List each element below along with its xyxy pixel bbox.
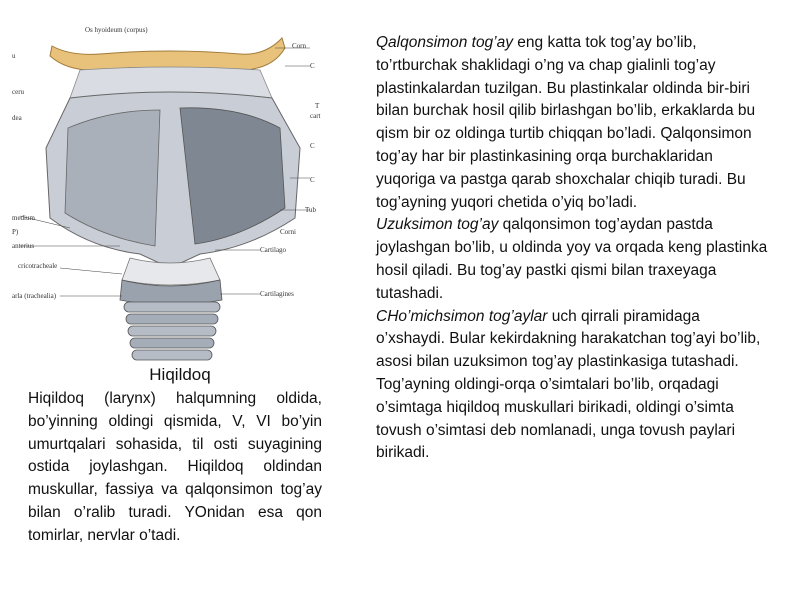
label-os-hyoideum: Os hyoideum (corpus) [85, 26, 148, 34]
label-cartilagines: Cartilagines [260, 290, 294, 298]
term-thyroid-cartilage: Qalqonsimon tog’ay [376, 34, 513, 51]
label-c1: C [310, 62, 315, 70]
label-u: u [12, 52, 16, 60]
trachea [124, 302, 220, 360]
larynx-illustration [10, 18, 330, 363]
label-ceru: ceru [12, 88, 25, 96]
cartilage-description [376, 32, 772, 465]
cricoid-cartilage-text: qalqonsimon tog’aydan pastda joylashgan bo’lib, u oldinda yoy va orqada keng plastinka hosil qiladi. Bu tog’ay pastki qismi bilan traxeyaga tutashadi. [376, 216, 768, 302]
label-arla-trachealia: arla (trachealia) [12, 292, 57, 300]
arytenoid-cartilages-text: uch qirrali piramidaga o’xshaydi. Bular kekirdakning harakatchan tog’ayi bo’lib, asosi bilan uzuksimon tog’ay plastinkasiga tutashadi. Tog’ayning oldingi-orqa o’simtalari bo’lib, orqadagi o’simtaga hiqildoq muskullari birikadi, oldingi o’simta tovush o’simtasi deb nomlanadi, unga tovush paylari birikadi. [376, 307, 761, 462]
label-c2: C [310, 142, 315, 150]
label-cartilago: Cartilago [260, 246, 287, 254]
label-c3: C [310, 176, 315, 184]
hyoid-bone [50, 38, 285, 70]
label-t1: T [315, 102, 320, 110]
label-medium: medium [12, 214, 35, 222]
label-corn: Corn [292, 42, 306, 50]
label-dea: dea [12, 114, 22, 122]
label-cart: cart [310, 112, 321, 120]
label-corni: Corni [280, 228, 296, 236]
label-anterius: anterius [12, 242, 35, 250]
term-arytenoid-cartilages: CHo’michsimon tog’aylar [376, 307, 548, 325]
term-cricoid-cartilage: Uzuksimon tog’ay [376, 216, 499, 234]
larynx-description: Hiqildoq (larynx) halqumning oldida, bo’yinning oldingi qismida, V, VI bo’yin umurtqalari sohasida, til osti suyagining ostida joylashgan. Hiqildoq oldindan muskullar, fassiya va qalqonsimon tog’ay bilan o’ralib turadi. YOnidan esa qon tomirlar, nervlar o’tadi. [28, 390, 322, 544]
figure-caption-title: Hiqildoq [149, 365, 211, 384]
label-cricotracheale: cricotracheale [18, 262, 58, 270]
thyroid-cartilage-text: eng katta tok tog’ay bo’lib, to’rtburchak shaklidagi o’ng va chap gialinli tog’ay plastinkalardan tuzilgan. Bu plastinkalar oldinda bir-biri bilan burchak hosil qilib birlashgan bo’lib, erkaklarda bu qism bir oz oldinga turtib chiqqan bo’ladi. Qalqonsimon tog’ay har bir plastinkasining orqa burchaklaridan yuqoriga va pastga qarab shoxchalar chiqib turadi. Bu tog’ayning yuqori chetida o’yiq bo’ladi. [376, 34, 756, 211]
label-tub: Tub [305, 206, 317, 214]
label-pi: P) [12, 228, 19, 236]
